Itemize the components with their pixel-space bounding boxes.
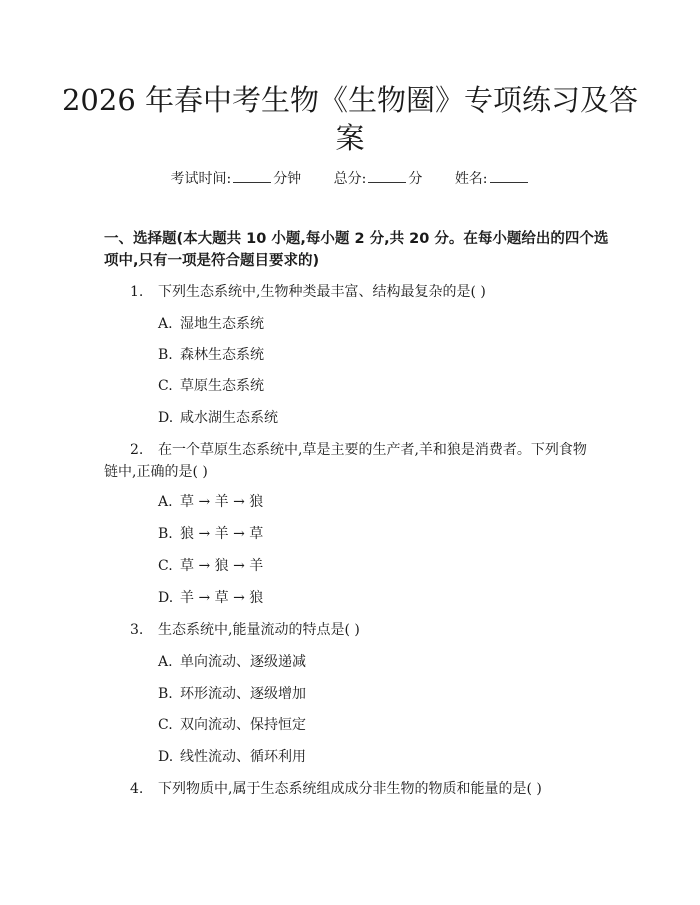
question-1-option-d[interactable]: D. 咸水湖生态系统 [158,410,278,426]
page-title-line-2: 案 [335,121,365,155]
question-4-text: 下列物质中,属于生态系统组成成分非生物的物质和能量的是( ) [158,781,542,797]
question-1-text: 下列生态系统中,生物种类最丰富、结构最复杂的是( ) [158,284,486,300]
question-3-text: 生态系统中,能量流动的特点是( ) [158,622,360,638]
question-1-option-b[interactable]: B. 森林生态系统 [158,347,264,363]
section-heading-line-1: 一、选择题(本大题共 10 小题,每小题 2 分,共 20 分。在每小题给出的四个选 [104,231,609,247]
question-1-option-a[interactable]: A. 湿地生态系统 [158,316,264,332]
question-2-text: 在一个草原生态系统中,草是主要的生产者,羊和狼是消费者。下列食物 [158,442,587,458]
total-score-label: 总分: [333,171,367,187]
question-3-option-c[interactable]: C. 双向流动、保持恒定 [158,717,306,733]
question-3-stem [130,620,360,640]
total-score-blank[interactable] [368,168,406,183]
name-label: 姓名: [454,171,488,187]
question-3-option-d[interactable]: D. 线性流动、循环利用 [158,749,306,765]
question-2-number: 2. [130,442,144,458]
exam-time-unit: 分钟 [273,171,302,187]
question-2-option-a[interactable]: A. 草 → 羊 → 狼 [158,494,264,510]
question-3-option-a[interactable]: A. 单向流动、逐级递减 [158,654,306,670]
page-title-line-1: 2026 年春中考生物《生物圈》专项练习及答 [61,83,639,117]
exam-time-blank[interactable] [233,168,271,183]
question-4-stem [130,779,542,799]
question-2-stem-cont: 链中,正确的是( ) [104,464,208,480]
exam-time-field [170,168,301,189]
question-3-option-b[interactable]: B. 环形流动、逐级增加 [158,686,306,702]
question-2-stem [130,440,587,460]
question-1-option-c[interactable]: C. 草原生态系统 [158,378,264,394]
name-blank[interactable] [490,168,528,183]
total-score-unit: 分 [408,171,423,187]
exam-time-label: 考试时间: [170,171,232,187]
question-2-option-c[interactable]: C. 草 → 狼 → 羊 [158,558,264,574]
question-2-option-b[interactable]: B. 狼 → 羊 → 草 [158,526,264,542]
name-field [455,168,530,189]
question-2-option-d[interactable]: D. 羊 → 草 → 狼 [158,590,264,606]
question-3-number: 3. [130,622,144,638]
question-1-stem [130,282,486,302]
question-4-number: 4. [130,781,144,797]
question-1-number: 1. [130,284,144,300]
total-score-field [334,168,423,189]
section-heading-line-2: 项中,只有一项是符合题目要求的) [104,253,320,269]
exam-info-row [0,168,700,189]
